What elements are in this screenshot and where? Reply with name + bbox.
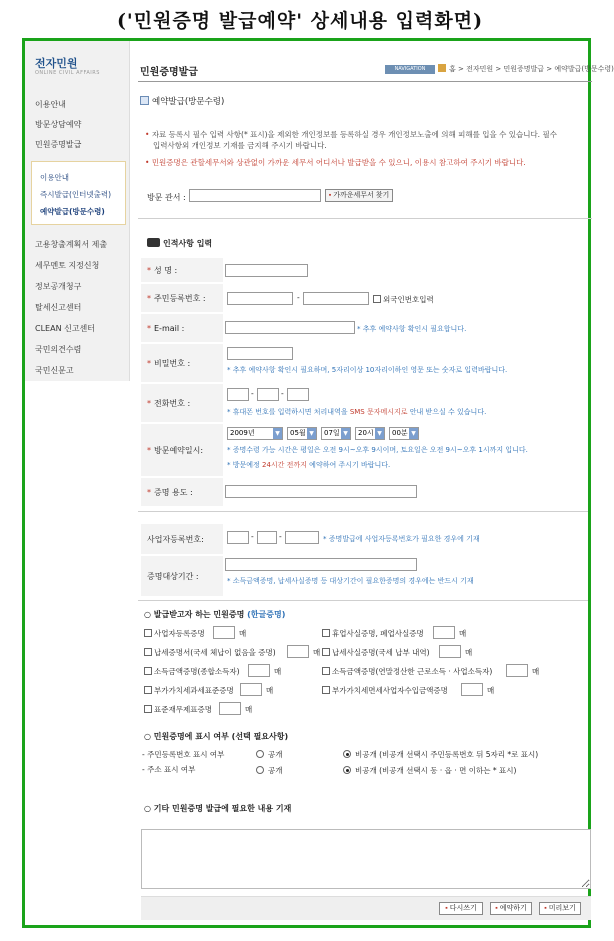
submenu-item-reserve[interactable]: 예약발급(방문수령): [40, 207, 105, 216]
keyboard-icon: [147, 238, 160, 247]
cert-qty-tax-fact[interactable]: [439, 645, 461, 658]
other-title: ○ 기타 민원증명 발급에 필요한 내용 기재: [144, 804, 292, 813]
certs-title: ○ 발급받고자 하는 민원증명 (한글증명): [144, 610, 286, 619]
sidebar-item-certificate[interactable]: 민원증명발급: [35, 140, 82, 149]
phone-part3-input[interactable]: [287, 388, 309, 401]
cert-label-biz-reg: 사업자등록증명: [154, 629, 205, 638]
rrn-public-radio[interactable]: [256, 750, 264, 758]
day-select[interactable]: 07일 ▼: [321, 427, 351, 440]
divider: [138, 511, 588, 512]
section-check-icon: [140, 96, 149, 105]
home-icon[interactable]: [438, 64, 446, 72]
minute-select[interactable]: 00분 ▼: [389, 427, 419, 440]
cert-qty-vat-base[interactable]: [240, 683, 262, 696]
cert-checkbox-financial[interactable]: [144, 705, 152, 713]
rrn-display-label: - 주민등록번호 표시 여부: [142, 750, 225, 759]
cert-unit: 매: [274, 667, 282, 676]
rrn-front-input[interactable]: [227, 292, 293, 305]
cert-label-tax-fact: 납세사실증명(국세 납부 내역): [332, 648, 430, 657]
addr-private-label: 비공개 (비공개 선택시 동 · 읍 · 면 이하는 * 표시): [355, 766, 517, 775]
section-title: 예약발급(방문수령): [152, 97, 225, 107]
rewrite-button[interactable]: ▪ 다시쓰기: [439, 902, 483, 915]
phone-dash-1: -: [251, 389, 254, 398]
header-divider: [138, 81, 592, 82]
rrn-dash: -: [297, 293, 300, 302]
cert-checkbox-vat-exempt[interactable]: [322, 686, 330, 694]
sidebar: [25, 41, 130, 381]
addr-private-radio[interactable]: [343, 766, 351, 774]
sidebar-item-opinion[interactable]: 국민의견수렴: [35, 345, 82, 354]
foreigner-checkbox[interactable]: [373, 295, 381, 303]
purpose-input[interactable]: [225, 485, 417, 498]
other-details-textarea[interactable]: [141, 829, 591, 889]
navigation-badge: NAVIGATION: [385, 65, 435, 74]
phone-dash-2: -: [281, 389, 284, 398]
period-input[interactable]: [225, 558, 417, 571]
cert-label-income-settle: 소득금액증명(연말정산한 근로소득 · 사업소득자): [332, 667, 493, 676]
cert-checkbox-closure[interactable]: [322, 629, 330, 637]
sidebar-item-tax-mentor[interactable]: 세무멘토 지정신청: [35, 261, 100, 270]
rrn-private-radio[interactable]: [343, 750, 351, 758]
cert-label-financial: 표준재무제표증명: [154, 705, 212, 714]
cert-unit: 매: [459, 629, 467, 638]
sidebar-item-info-request[interactable]: 정보공개청구: [35, 282, 82, 291]
divider: [138, 218, 592, 219]
page-title: 민원증명발급: [140, 67, 198, 78]
biz-part3-input[interactable]: [285, 531, 319, 544]
cert-checkbox-income-settle[interactable]: [322, 667, 330, 675]
visit-hint-2: * 방문예정 24시간 전까지 예약하여 주시기 바랍니다.: [227, 461, 391, 469]
page-caption: ('민원증명 발급예약' 상세내용 입력화면): [116, 10, 484, 32]
rrn-private-label: 비공개 (비공개 선택시 주민등록번호 뒤 5자리 *로 표시): [355, 750, 539, 759]
display-title: ○ 민원증명에 표시 여부 (선택 필요사항): [144, 732, 289, 741]
cert-unit: 매: [239, 629, 247, 638]
addr-public-label: 공개: [268, 766, 283, 775]
notice-line-2: 입력사항외 개인정보 기재를 금지해 주시기 바랍니다.: [153, 141, 327, 150]
period-label: 증명대상기간 :: [141, 556, 223, 596]
hour-select[interactable]: 20시 ▼: [355, 427, 385, 440]
cert-label-vat-base: 부가가치세과세표준증명: [154, 686, 234, 695]
find-office-button[interactable]: ▪ 가까운세무서 찾기: [325, 189, 393, 202]
cert-unit: 매: [532, 667, 540, 676]
cert-checkbox-tax-payment[interactable]: [144, 648, 152, 656]
reserve-button[interactable]: ▪ 예약하기: [490, 902, 532, 915]
password-hint: * 추후 예약사항 확인시 필요하며, 5자리이상 10자리이하인 영문 또는 숫자로 입력바랍니다.: [227, 366, 508, 374]
phone-label: * 전화번호 :: [141, 384, 223, 422]
cert-checkbox-income[interactable]: [144, 667, 152, 675]
cert-qty-financial[interactable]: [219, 702, 241, 715]
password-input[interactable]: [227, 347, 293, 360]
visit-hint-1: * 증명수령 가능 시간은 평일은 오전 9시~오후 9시이며, 토요일은 오전 9시~오후 1시까지 입니다.: [227, 446, 528, 454]
sidebar-item-sinmungo[interactable]: 국민신문고: [35, 366, 74, 375]
cert-unit: 매: [266, 686, 274, 695]
biz-hint: * 증명발급에 사업자등록번호가 필요한 경우에 기재: [323, 535, 480, 543]
screenshot-frame: [22, 38, 614, 928]
sidebar-submenu: [31, 161, 126, 225]
email-label: * E-mail :: [141, 314, 223, 342]
sidebar-item-tax-evasion[interactable]: 탈세신고센터: [35, 303, 82, 312]
sidebar-item-guide[interactable]: 이용안내: [35, 100, 66, 109]
addr-public-radio[interactable]: [256, 766, 264, 774]
sidebar-item-clean[interactable]: CLEAN 신고센터: [35, 324, 96, 333]
visit-label: * 방문예약일시:: [141, 424, 223, 476]
biz-number-label: 사업자등록번호:: [141, 524, 223, 554]
cert-label-tax-payment: 납세증명서(국세 체납이 없음을 증명): [154, 648, 276, 657]
month-select[interactable]: 05월 ▼: [287, 427, 317, 440]
rrn-back-input[interactable]: [303, 292, 369, 305]
sidebar-item-consult[interactable]: 방문상담예약: [35, 120, 82, 129]
cert-qty-income[interactable]: [248, 664, 270, 677]
notice-line-3: • 민원증명은 관할세무서와 상관없이 가까운 세무서 어디서나 발급받을 수 있으니, 이용시 참고하여 주시기 바랍니다.: [145, 158, 526, 167]
cert-qty-vat-exempt[interactable]: [461, 683, 483, 696]
submenu-item-instant[interactable]: 즉시발급(인터넷출력): [40, 190, 112, 199]
phone-part1-input[interactable]: [227, 388, 249, 401]
email-input[interactable]: [225, 321, 355, 334]
cert-unit: 매: [245, 705, 253, 714]
phone-hint: * 휴대폰 번호를 입력하시면 처리내역을 SMS 문자메시지로 안내 받으실 수 있습니다.: [227, 408, 487, 416]
cert-qty-closure[interactable]: [433, 626, 455, 639]
sidebar-logo-sub: ONLINE CIVIL AFFAIRS: [35, 70, 100, 76]
biz-part2-input[interactable]: [257, 531, 277, 544]
submenu-item-guide[interactable]: 이용안내: [40, 173, 69, 182]
period-hint: * 소득금액증명, 납세사실증명 등 대상기간이 필요한증명의 경우에는 반드시 기재: [227, 577, 474, 585]
cert-label-vat-exempt: 부가가치세면세사업자수입금액증명: [332, 686, 448, 695]
cert-qty-tax-payment[interactable]: [287, 645, 309, 658]
addr-display-label: - 주소 표시 여부: [142, 765, 196, 774]
cert-qty-income-settle[interactable]: [506, 664, 528, 677]
notice-line-1: • 자료 등록시 필수 입력 사항(* 표시)을 제외한 개인정보를 등록하실 경우 개인정보노출에 의해 피해를 입을 수 있습니다. 필수: [145, 130, 557, 139]
cert-qty-biz-reg[interactable]: [213, 626, 235, 639]
name-input[interactable]: [225, 264, 308, 277]
office-label: 방문 관서 :: [147, 193, 186, 202]
biz-dash-1: -: [251, 532, 254, 541]
cert-checkbox-biz-reg[interactable]: [144, 629, 152, 637]
biz-part1-input[interactable]: [227, 531, 249, 544]
cert-unit: 매: [313, 648, 321, 657]
cert-label-closure: 휴업사실증명, 폐업사실증명: [332, 629, 424, 638]
divider: [138, 600, 588, 601]
foreigner-label: 외국인번호입력: [383, 295, 434, 304]
cert-checkbox-tax-fact[interactable]: [322, 648, 330, 656]
sidebar-logo: 전자민원: [35, 57, 78, 70]
cert-unit: 매: [465, 648, 473, 657]
rrn-label: * 주민등록번호 :: [141, 284, 223, 312]
biz-dash-2: -: [279, 532, 282, 541]
cert-unit: 매: [487, 686, 495, 695]
breadcrumb: 홈 > 전자민원 > 민원증명발급 > 예약발급(방문수령): [449, 65, 614, 73]
year-select[interactable]: 2009년 ▼: [227, 427, 283, 440]
preview-button[interactable]: ▪ 미리보기: [539, 902, 581, 915]
cert-checkbox-vat-base[interactable]: [144, 686, 152, 694]
name-label: * 성 명 :: [141, 258, 223, 282]
phone-part2-input[interactable]: [257, 388, 279, 401]
sidebar-item-employment-plan[interactable]: 고용창출계획서 제출: [35, 240, 108, 249]
office-input[interactable]: [189, 189, 321, 202]
purpose-label: * 증명 용도 :: [141, 478, 223, 506]
rrn-public-label: 공개: [268, 750, 283, 759]
email-hint: * 추후 예약사항 확인시 필요합니다.: [357, 325, 467, 333]
password-label: * 비밀번호 :: [141, 344, 223, 382]
personal-section-title: 인적사항 입력: [163, 239, 213, 248]
cert-label-income: 소득금액증명(종합소득자): [154, 667, 240, 676]
